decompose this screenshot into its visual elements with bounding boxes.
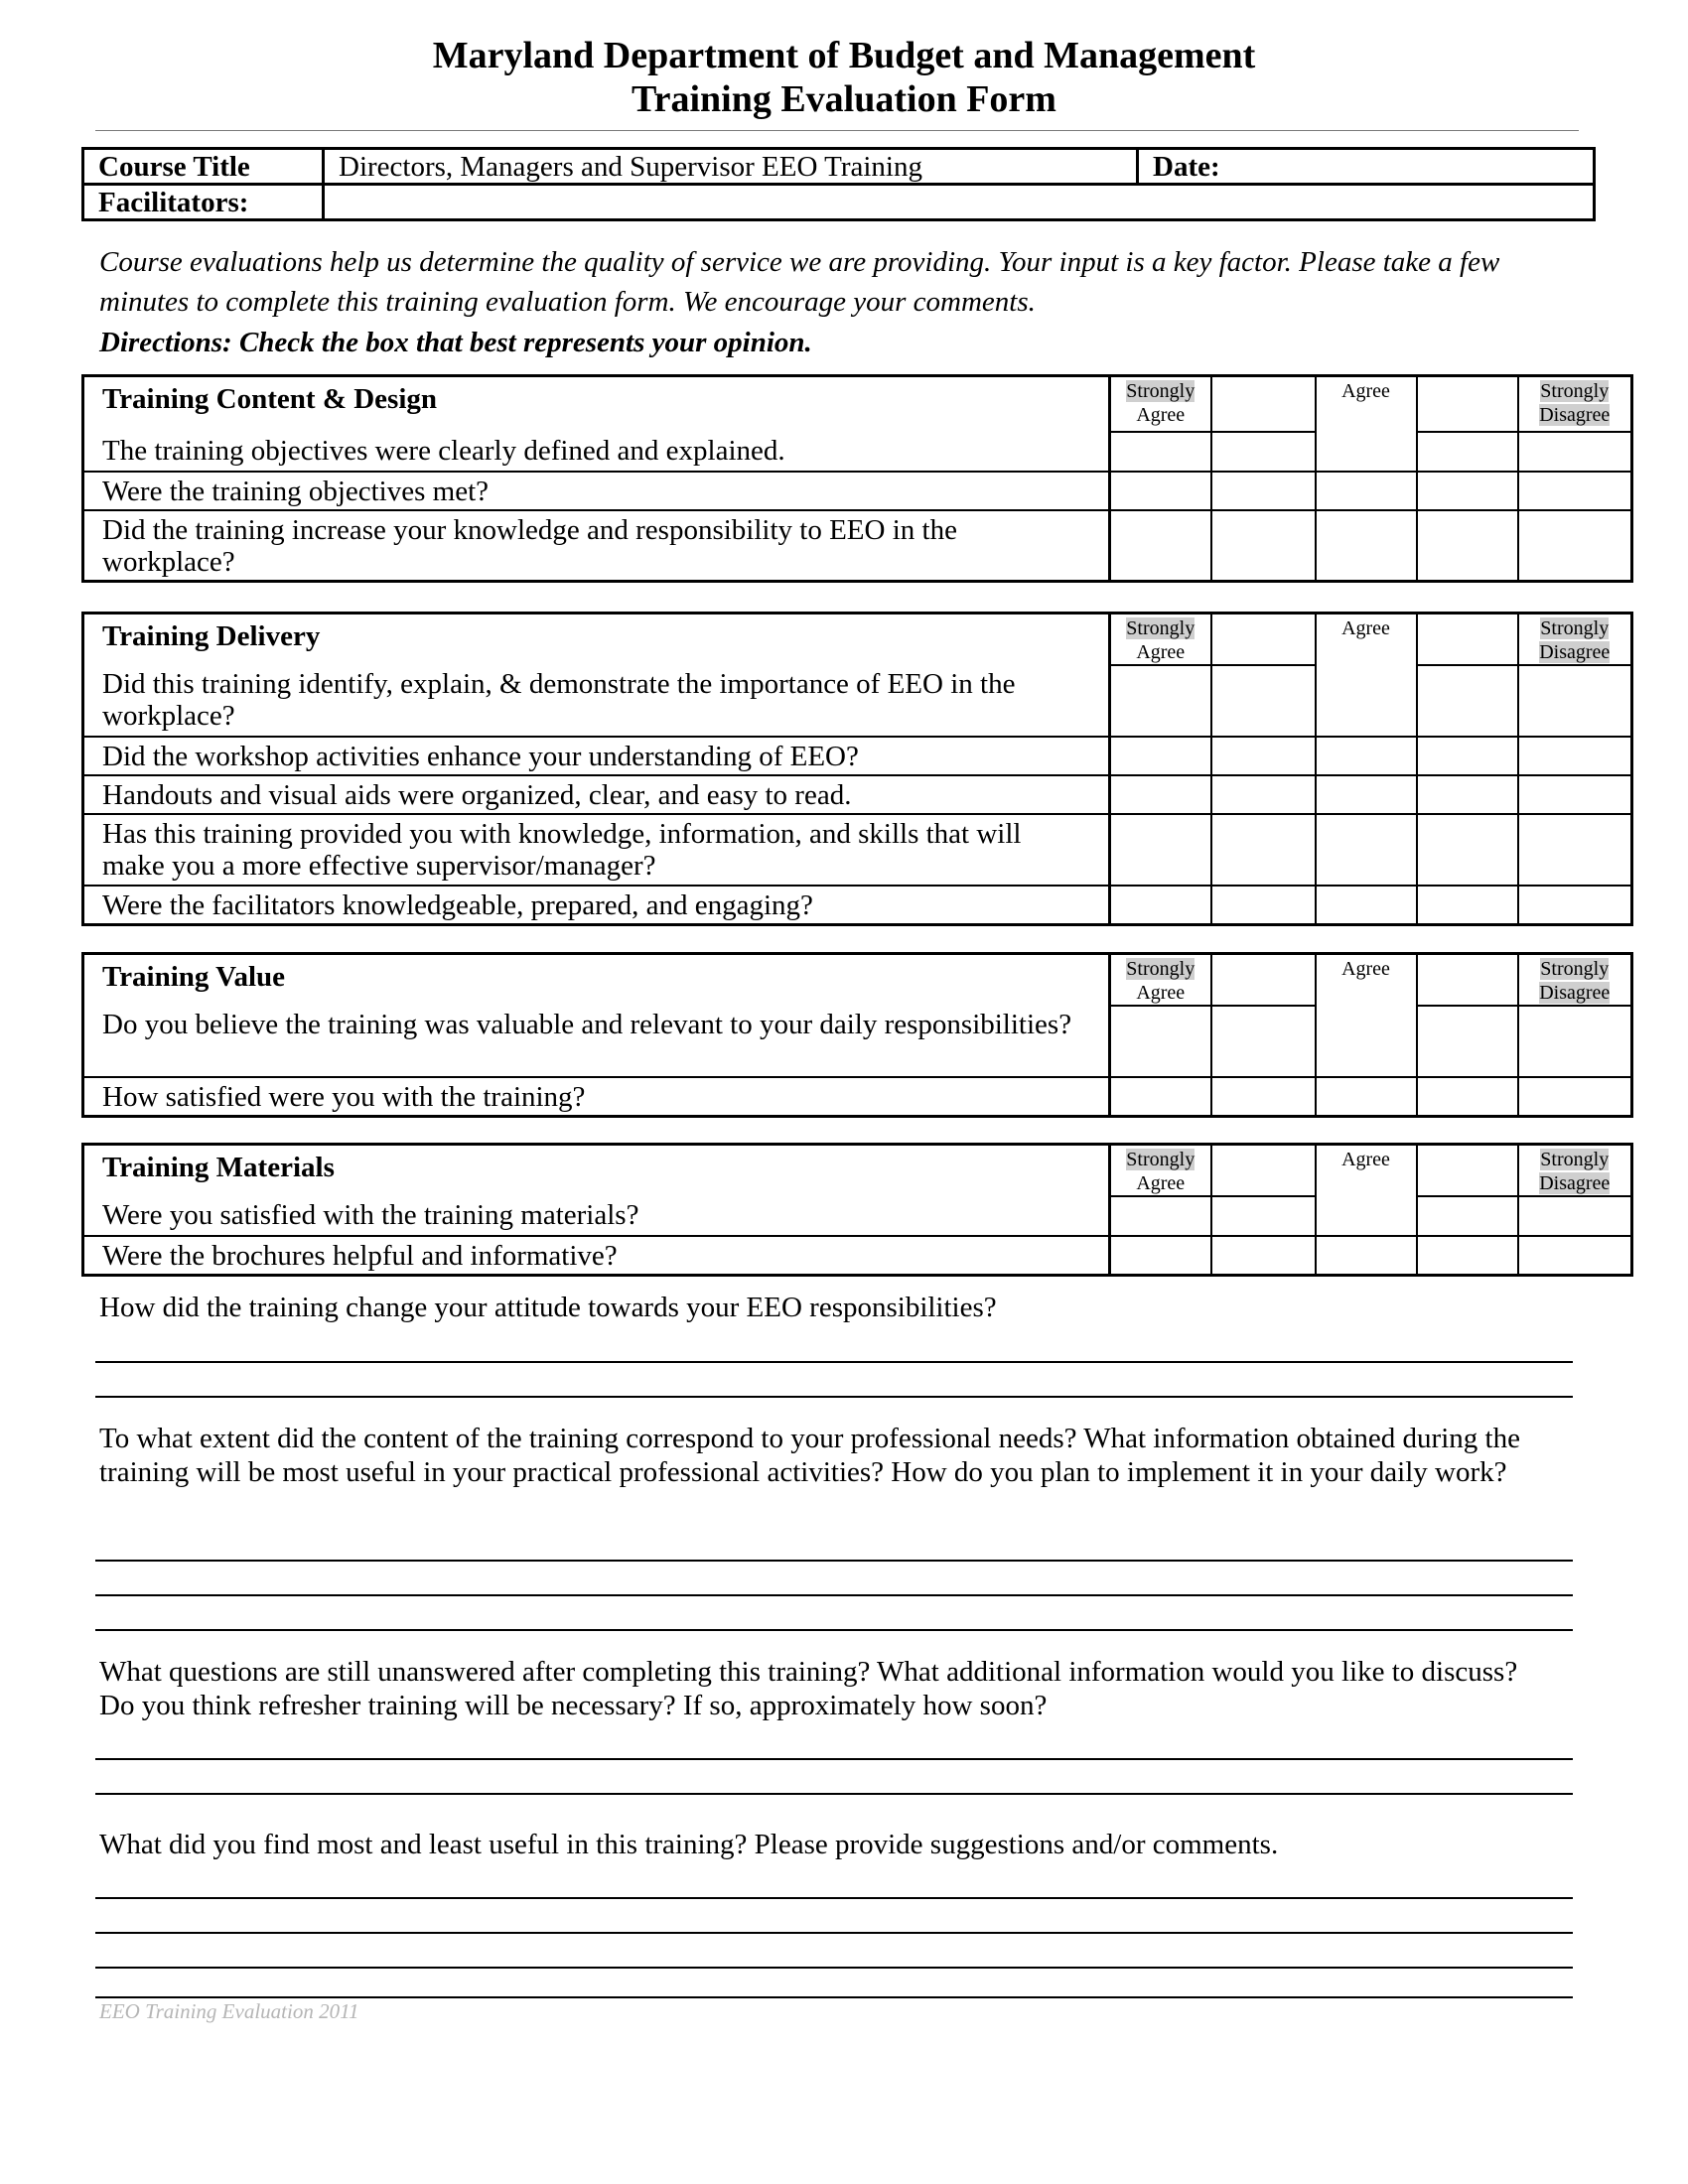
rating-box-agree-high[interactable] (1211, 510, 1316, 582)
question-text: Did this training identify, explain, & demonstrate the importance of EEO in the workplace? (83, 665, 1110, 737)
answer-line[interactable] (95, 1629, 1573, 1631)
rating-box-agree-high[interactable] (1211, 886, 1316, 925)
rating-box-strongly-disagree[interactable] (1518, 432, 1632, 472)
rating-box-agree-high[interactable] (1211, 775, 1316, 814)
strongly-agree-header: Strongly Agree (1110, 954, 1211, 1007)
form-title: Training Evaluation Form (632, 78, 1056, 120)
question-text: Handouts and visual aids were organized, clear, and easy to read. (83, 775, 1110, 814)
rating-box-agree[interactable] (1316, 1077, 1417, 1117)
agree-header: Agree (1316, 376, 1417, 472)
question-row (83, 1077, 1632, 1117)
rating-box-agree[interactable] (1316, 775, 1417, 814)
rating-box-agree[interactable] (1316, 737, 1417, 775)
agree-header: Agree (1316, 614, 1417, 738)
question-text: Has this training provided you with knowledge, information, and skills that will make you a more effective supervisor/manager? (83, 814, 1110, 886)
strongly-disagree-header: Strongly Disagree (1518, 954, 1632, 1007)
answer-line[interactable] (95, 1996, 1573, 1998)
rating-box-agree[interactable] (1316, 886, 1417, 925)
rating-box-strongly-disagree[interactable] (1518, 886, 1632, 925)
question-text: How satisfied were you with the training? (83, 1077, 1110, 1117)
facilitators-row (83, 185, 1595, 220)
open-question: How did the training change your attitude towards your EEO responsibilities? (99, 1292, 997, 1323)
question-row (83, 472, 1632, 510)
open-question: What questions are still unanswered after completing this training? What additional information would you like to discuss? Do you think refresher training will be necessary? If so, approximately how soon? (99, 1656, 1518, 1721)
strongly-agree-header: Strongly Agree (1110, 376, 1211, 432)
question-row (83, 814, 1632, 886)
rating-box-disagree[interactable] (1417, 1077, 1518, 1117)
rating-box-disagree[interactable] (1417, 1006, 1518, 1077)
rating-header-row (83, 1145, 1632, 1197)
rating-box-agree-high[interactable] (1211, 1077, 1316, 1117)
rating-box-strongly-disagree[interactable] (1518, 1006, 1632, 1077)
rating-box-disagree[interactable] (1417, 510, 1518, 582)
rating-box-disagree[interactable] (1417, 886, 1518, 925)
agree-header: Agree (1316, 1145, 1417, 1237)
answer-line[interactable] (95, 1967, 1573, 1969)
rating-box-disagree[interactable] (1417, 737, 1518, 775)
rating-box-strongly-disagree[interactable] (1518, 1236, 1632, 1276)
strongly-agree-header: Strongly Agree (1110, 614, 1211, 666)
rating-box-strongly-disagree[interactable] (1518, 510, 1632, 582)
answer-line[interactable] (95, 1396, 1573, 1398)
answer-line[interactable] (95, 1560, 1573, 1562)
rating-box-strongly-agree[interactable] (1110, 886, 1211, 925)
rating-box-strongly-agree[interactable] (1110, 665, 1211, 737)
rating-box-disagree[interactable] (1417, 814, 1518, 886)
rating-box-disagree[interactable] (1417, 775, 1518, 814)
rating-header-row (83, 376, 1632, 432)
answer-line[interactable] (95, 1594, 1573, 1596)
rating-box-agree-high[interactable] (1211, 737, 1316, 775)
rating-box-strongly-disagree[interactable] (1518, 1196, 1632, 1236)
rating-box-disagree[interactable] (1417, 665, 1518, 737)
page-footer: EEO Training Evaluation 2011 (99, 1999, 359, 2023)
rating-box-disagree[interactable] (1417, 1196, 1518, 1236)
directions-text: Directions: Check the box that best represents your opinion. (99, 327, 812, 358)
strongly-disagree-header: Strongly Disagree (1518, 614, 1632, 666)
strongly-agree-header: Strongly Agree (1110, 1145, 1211, 1197)
rating-box-strongly-agree[interactable] (1110, 1006, 1211, 1077)
section-title: Training Value (102, 961, 285, 993)
section-title: Training Delivery (102, 620, 321, 652)
rating-box-agree-high[interactable] (1211, 1196, 1316, 1236)
question-row (83, 1236, 1632, 1276)
rating-box-strongly-agree[interactable] (1110, 814, 1211, 886)
question-text: Do you believe the training was valuable and relevant to your daily responsibilities? (83, 1006, 1110, 1077)
answer-line[interactable] (95, 1897, 1573, 1899)
answer-line[interactable] (95, 1793, 1573, 1795)
question-text: Were you satisfied with the training materials? (83, 1196, 1110, 1236)
rating-table-content-design (81, 374, 1633, 583)
rating-box-disagree[interactable] (1417, 472, 1518, 510)
answer-line[interactable] (95, 1758, 1573, 1760)
rating-box-strongly-agree[interactable] (1110, 510, 1211, 582)
title-divider (95, 130, 1579, 131)
rating-box-agree-high[interactable] (1211, 665, 1316, 737)
date-label: Date: (1153, 150, 1220, 183)
rating-box-strongly-agree[interactable] (1110, 1196, 1211, 1236)
section-title: Training Content & Design (102, 383, 438, 415)
form-title-organization: Maryland Department of Budget and Management (432, 35, 1256, 76)
rating-box-agree-high[interactable] (1211, 1006, 1316, 1077)
question-row (83, 510, 1632, 582)
question-text: The training objectives were clearly defined and explained. (83, 432, 1110, 472)
rating-box-agree-high[interactable] (1211, 472, 1316, 510)
rating-box-strongly-agree[interactable] (1110, 1236, 1211, 1276)
facilitators-field[interactable] (324, 185, 1595, 220)
rating-box-strongly-disagree[interactable] (1518, 775, 1632, 814)
open-question: What did you find most and least useful in this training? Please provide suggestions and/or comments. (99, 1829, 1279, 1860)
strongly-disagree-header: Strongly Disagree (1518, 1145, 1632, 1197)
rating-box-strongly-disagree[interactable] (1518, 665, 1632, 737)
rating-header-row (83, 614, 1632, 666)
facilitators-label: Facilitators: (83, 185, 324, 220)
question-row (83, 737, 1632, 775)
course-info-table (81, 147, 1596, 221)
rating-box-agree[interactable] (1316, 510, 1417, 582)
section-title: Training Materials (102, 1152, 335, 1183)
course-title-row (83, 149, 1595, 185)
answer-line[interactable] (95, 1932, 1573, 1934)
rating-box-agree[interactable] (1316, 814, 1417, 886)
question-text: Were the training objectives met? (83, 472, 1110, 510)
date-cell[interactable] (1138, 149, 1595, 185)
rating-table-delivery (81, 612, 1633, 926)
rating-table-materials (81, 1143, 1633, 1277)
rating-box-strongly-disagree[interactable] (1518, 814, 1632, 886)
rating-box-disagree[interactable] (1417, 432, 1518, 472)
rating-box-strongly-agree[interactable] (1110, 1077, 1211, 1117)
rating-box-strongly-disagree[interactable] (1518, 737, 1632, 775)
rating-box-agree[interactable] (1316, 472, 1417, 510)
rating-box-strongly-agree[interactable] (1110, 775, 1211, 814)
rating-box-agree[interactable] (1316, 1236, 1417, 1276)
course-title-field[interactable]: Directors, Managers and Supervisor EEO Training (324, 149, 1138, 185)
strongly-disagree-header: Strongly Disagree (1518, 376, 1632, 432)
rating-box-agree-high[interactable] (1211, 432, 1316, 472)
rating-box-strongly-agree[interactable] (1110, 737, 1211, 775)
question-text: Did the training increase your knowledge and responsibility to EEO in the workplace? (83, 510, 1110, 582)
rating-table-value (81, 952, 1633, 1118)
open-question: To what extent did the content of the training correspond to your professional needs? What information obtained during the training will be most useful in your practical professional activities? How do you plan to implement it in your daily work? (99, 1423, 1520, 1488)
agree-header: Agree (1316, 954, 1417, 1078)
rating-box-strongly-agree[interactable] (1110, 472, 1211, 510)
intro-text: Course evaluations help us determine the quality of service we are providing. Your input is a key factor. Please take a few minutes to complete this training evaluation form. We encourage your comments. (99, 246, 1500, 318)
question-row (83, 775, 1632, 814)
question-text: Were the brochures helpful and informative? (83, 1236, 1110, 1276)
answer-line[interactable] (95, 1361, 1573, 1363)
rating-box-strongly-disagree[interactable] (1518, 1077, 1632, 1117)
question-text: Were the facilitators knowledgeable, prepared, and engaging? (83, 886, 1110, 925)
rating-box-disagree[interactable] (1417, 1236, 1518, 1276)
course-title-label: Course Title (83, 149, 324, 185)
rating-box-strongly-agree[interactable] (1110, 432, 1211, 472)
rating-box-agree-high[interactable] (1211, 1236, 1316, 1276)
rating-box-agree-high[interactable] (1211, 814, 1316, 886)
question-text: Did the workshop activities enhance your understanding of EEO? (83, 737, 1110, 775)
rating-header-row (83, 954, 1632, 1007)
rating-box-strongly-disagree[interactable] (1518, 472, 1632, 510)
question-row (83, 886, 1632, 925)
